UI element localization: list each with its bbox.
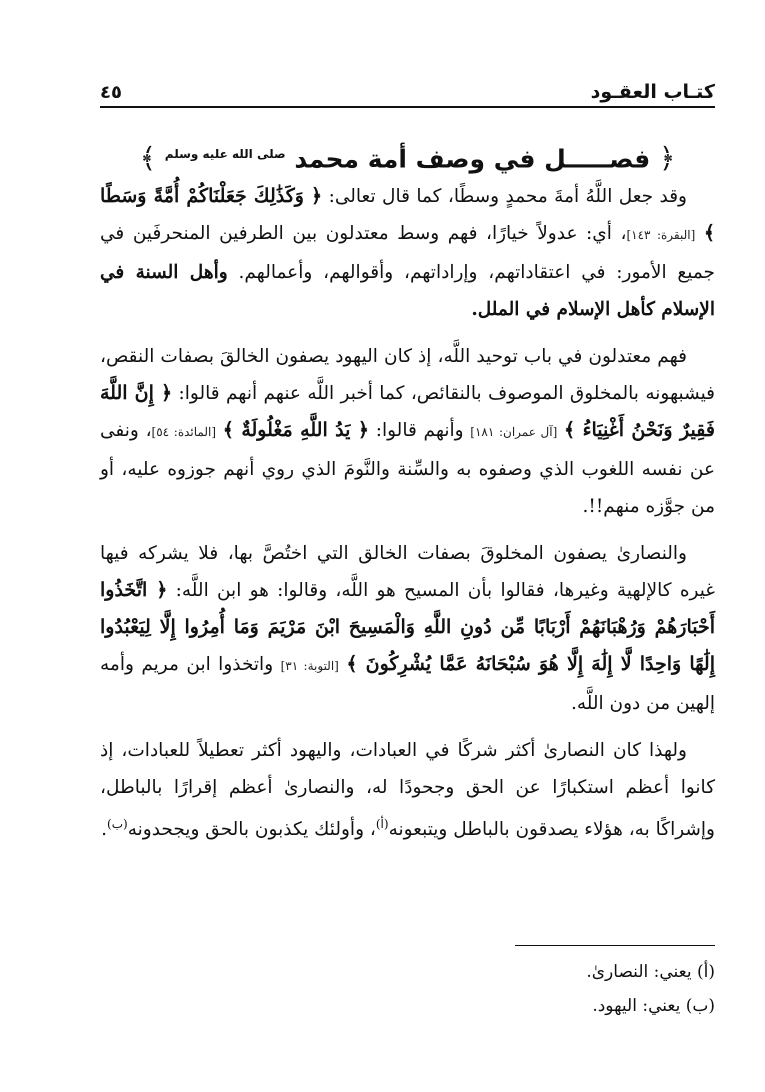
- footnote-item: [100, 989, 715, 1023]
- footnote-divider: [515, 945, 715, 946]
- footnote-item: [100, 955, 715, 989]
- quran-verse: ﴿ اتَّخَذُوا أَحْبَارَهُمْ وَرُهْبَانَهُمْ أَرْبَابًا مِّن دُونِ اللَّهِ وَالْمَسِيحَ ابْنَ مَرْيَمَ وَمَا أُمِرُوا إِلَّا لِيَعْبُدُوا إِلَٰهًا وَاحِدًا لَّا إِلَٰهَ إِلَّا هُوَ سُبْحَانَهُ عَمَّا يُشْرِكُونَ ﴾: [100, 579, 715, 675]
- text-run: .: [101, 819, 108, 841]
- book-title: كتـاب العقـود: [590, 81, 715, 103]
- heading-bracket-open: ﴿: [658, 141, 676, 175]
- verse-citation: [آل عمران: ١٨١]: [470, 425, 558, 439]
- text-run: وأنهم قالوا:: [375, 420, 464, 441]
- text-run: والنصارىٰ يصفون المخلوقَ بصفات الخالق التي اختُصَّ بها، فلا يشركه فيها غيره كالإلهية وغيرها، فقالوا بأن المسيح هو اللَّه، وقالوا: هو ابن اللَّه:: [100, 543, 715, 601]
- text-run: ، أي: عدولاً خيارًا، فهم وسط معتدلون بين الطرفين المنحرفَين في جميع الأمور: في اعتقاداتهم، وإراداتهم، وأقوالهم، وأعمالهم.: [100, 223, 715, 283]
- text-run: واتخذوا ابن مريم وأمه إلهين من دون اللَّه.: [100, 654, 715, 714]
- footnote-marker[interactable]: (أ): [375, 817, 389, 831]
- paragraph-2: [100, 338, 715, 525]
- verse-citation: [التوبة: ٣١]: [280, 659, 339, 673]
- verse-citation: [البقرة: ١٤٣]: [626, 228, 696, 242]
- salawat-glyph: صلى الله عليه وسلم: [164, 147, 286, 161]
- heading-bracket-close: ﴾: [139, 141, 157, 175]
- text-run: ولهذا كان النصارىٰ أكثر شركًا في العبادات، واليهود أكثر تعطيلاً للعبادات، إذ كانوا أعظم استكبارًا عن الحق وجحودًا له، والنصارىٰ أعظم إقرارًا بالباطل، وإشراكًا به، هؤلاء يصدقون بالباطل ويتبعونه: [100, 740, 715, 841]
- heading-text: فصـــــل في وصف أمة محمد: [294, 144, 651, 174]
- text-run: ، ونفى عن نفسه اللغوب الذي وصفوه به والسِّنة والنَّومَ الذي روي أنهم جوزوه عليه، أو من جوَّزه منهم!!.: [100, 420, 715, 517]
- bold-statement: وأهل السنة في الإسلام كأهل الإسلام في الملل.: [100, 262, 715, 320]
- verse-citation: [المائدة: ٥٤]: [151, 425, 217, 439]
- section-heading: [100, 130, 715, 183]
- footnote-text: يعني: النصارىٰ.: [586, 962, 692, 982]
- main-text: [100, 178, 715, 858]
- footnote-mark: (أ): [697, 962, 715, 982]
- quran-verse: ﴿ إِنَّ اللَّهَ فَقِيرٌ وَنَحْنُ أَغْنِيَاءُ ﴾: [100, 382, 715, 441]
- footnote-marker[interactable]: (ب): [107, 817, 128, 831]
- paragraph-1: [100, 178, 715, 328]
- text-run: ، وأولئك يكذبون بالحق ويجحدونه: [127, 819, 376, 841]
- text-run: وقد جعل اللَّهُ أمةَ محمدٍ وسطًا، كما قال تعالى:: [328, 186, 687, 207]
- running-header: [100, 78, 715, 108]
- footnotes: [100, 955, 715, 1023]
- paragraph-4: [100, 732, 715, 848]
- quran-verse: ﴿ يَدُ اللَّهِ مَغْلُولَةٌ ﴾: [222, 419, 370, 441]
- page-number: ٤٥: [100, 82, 122, 103]
- footnote-text: يعني: اليهود.: [592, 996, 681, 1016]
- quran-verse: ﴿ وَكَذَٰلِكَ جَعَلْنَاكُمْ أُمَّةً وَسَطًا ﴾: [100, 185, 715, 244]
- footnote-mark: (ب): [685, 996, 715, 1016]
- paragraph-3: [100, 535, 715, 722]
- text-run: فهم معتدلون في باب توحيد اللَّه، إذ كان اليهود يصفون الخالقَ بصفات النقص، فيشبهونه بالمخلوق الموصوف بالنقائص، كما أخبر اللَّه عنهم أنهم قالوا:: [100, 346, 715, 404]
